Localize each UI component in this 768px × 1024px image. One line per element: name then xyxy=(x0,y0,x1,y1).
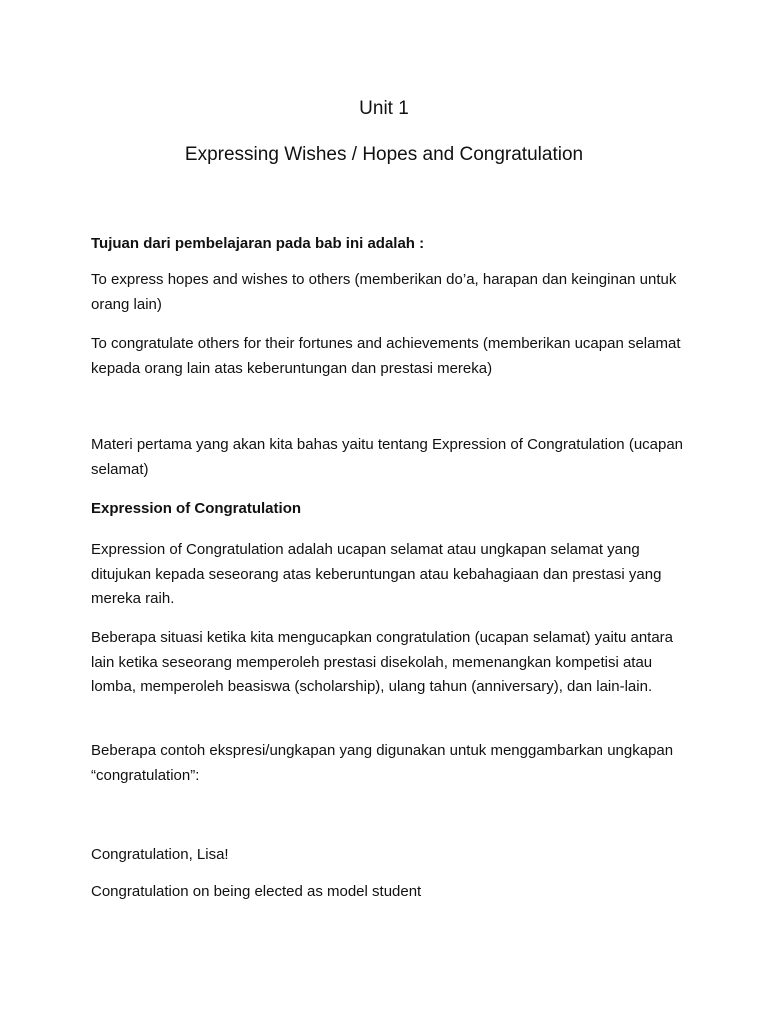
definition-paragraph: Expression of Congratulation adalah ucapan selamat atau ungkapan selamat yang ditujukan kepada seseorang atas keberuntungan atau kebahagiaan dan prestasi yang mereka raih. xyxy=(91,541,662,607)
situations-paragraph: Beberapa situasi ketika kita mengucapkan congratulation (ucapan selamat) yaitu antara lain ketika seseorang memperoleh prestasi disekolah, memenangkan kompetisi atau lomba, memperoleh beasiswa (scholarship), ulang tahun (anniversary), dan lain-lain. xyxy=(91,629,674,695)
page-title: Expressing Wishes / Hopes and Congratulation xyxy=(184,144,584,165)
objective-item-congratulate: To congratulate others for their fortunes and achievements (memberikan ucapan selamat kepada orang lain atas keberuntungan dan prestasi mereka) xyxy=(91,335,681,377)
example-item: Congratulation, Lisa! xyxy=(91,846,229,863)
section-heading: Expression of Congratulation xyxy=(91,500,302,517)
intro-paragraph: Materi pertama yang akan kita bahas yaitu tentang Expression of Congratulation (ucapan selamat) xyxy=(91,436,684,478)
examples-intro-paragraph: Beberapa contoh ekspresi/ungkapan yang digunakan untuk menggambarkan ungkapan “congratulation”: xyxy=(91,742,674,784)
example-item: Congratulation on being elected as model student xyxy=(91,883,422,900)
unit-label: Unit 1 xyxy=(359,98,409,119)
objective-item-hopes: To express hopes and wishes to others (memberikan do’a, harapan dan keinginan untuk orang lain) xyxy=(91,271,677,313)
objectives-heading: Tujuan dari pembelajaran pada bab ini adalah : xyxy=(91,235,425,252)
